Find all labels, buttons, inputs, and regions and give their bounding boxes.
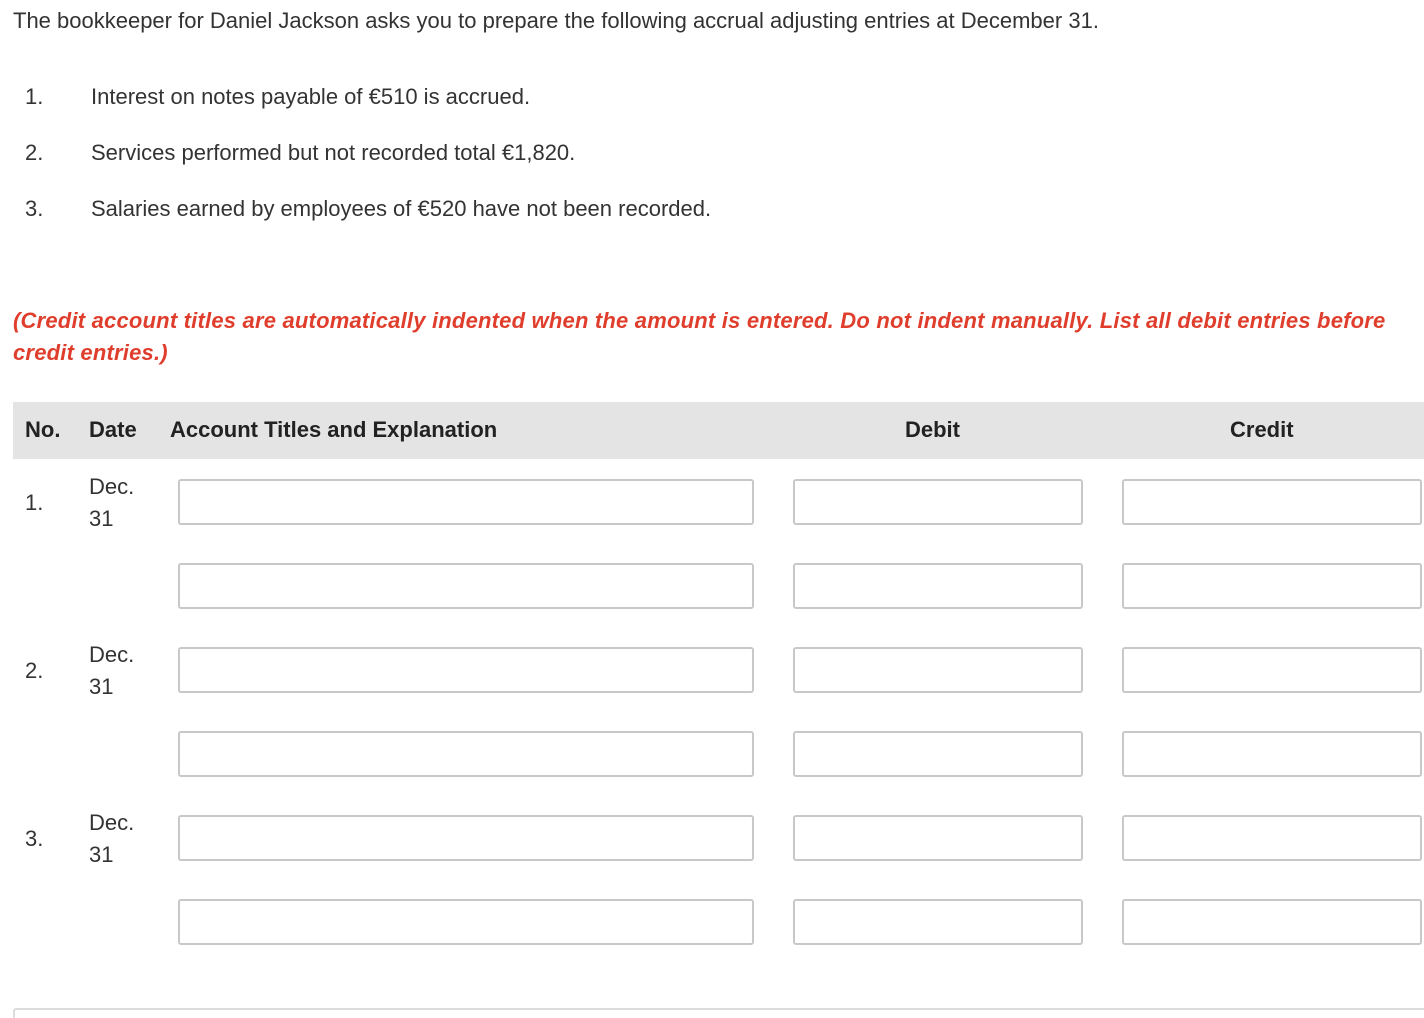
credit-input[interactable]: [1122, 731, 1422, 777]
item-text: Services performed but not recorded total €1,820.: [91, 140, 576, 165]
item-text: Salaries earned by employees of €520 have not been recorded.: [91, 196, 712, 221]
journal-table-header: [13, 402, 1424, 459]
entry-date-month: Dec.: [89, 810, 135, 835]
debit-input[interactable]: [793, 815, 1083, 861]
account-title-input[interactable]: [178, 563, 754, 609]
item-number: 3.: [25, 196, 44, 221]
debit-input[interactable]: [793, 647, 1083, 693]
credit-input[interactable]: [1122, 647, 1422, 693]
debit-input[interactable]: [793, 479, 1083, 525]
entry-date: [89, 807, 134, 871]
entry-date: [89, 471, 134, 535]
instruction-note: (Credit account titles are automatically indented when the amount is entered. Do not indent manually. List all debit entries before credit entries.): [13, 308, 1386, 365]
debit-input[interactable]: [793, 563, 1083, 609]
account-title-input[interactable]: [178, 731, 754, 777]
item-number: 1.: [25, 84, 44, 109]
header-account-titles: Account Titles and Explanation: [170, 417, 498, 442]
item-text: Interest on notes payable of €510 is accrued.: [91, 84, 531, 109]
header-credit: Credit: [1230, 417, 1294, 442]
account-title-input[interactable]: [178, 815, 754, 861]
credit-input[interactable]: [1122, 479, 1422, 525]
credit-input[interactable]: [1122, 899, 1422, 945]
entry-date: [89, 639, 134, 703]
account-title-input[interactable]: [178, 647, 754, 693]
credit-input[interactable]: [1122, 563, 1422, 609]
header-no: No.: [25, 417, 61, 442]
entry-date-month: Dec.: [89, 642, 135, 667]
header-debit: Debit: [905, 417, 960, 442]
entry-date-month: Dec.: [89, 474, 135, 499]
account-title-input[interactable]: [178, 899, 754, 945]
account-title-input[interactable]: [178, 479, 754, 525]
entry-number: 1.: [25, 490, 44, 515]
entry-date-day: 31: [89, 674, 114, 699]
next-section-border: [13, 1008, 1424, 1018]
entry-date-day: 31: [89, 842, 114, 867]
entry-number: 3.: [25, 826, 44, 851]
item-number: 2.: [25, 140, 44, 165]
entry-date-day: 31: [89, 506, 114, 531]
entry-number: 2.: [25, 658, 44, 683]
debit-input[interactable]: [793, 731, 1083, 777]
question-intro: The bookkeeper for Daniel Jackson asks you to prepare the following accrual adjusting entries at December 31.: [13, 8, 1099, 33]
credit-input[interactable]: [1122, 815, 1422, 861]
header-date: Date: [89, 417, 137, 442]
debit-input[interactable]: [793, 899, 1083, 945]
